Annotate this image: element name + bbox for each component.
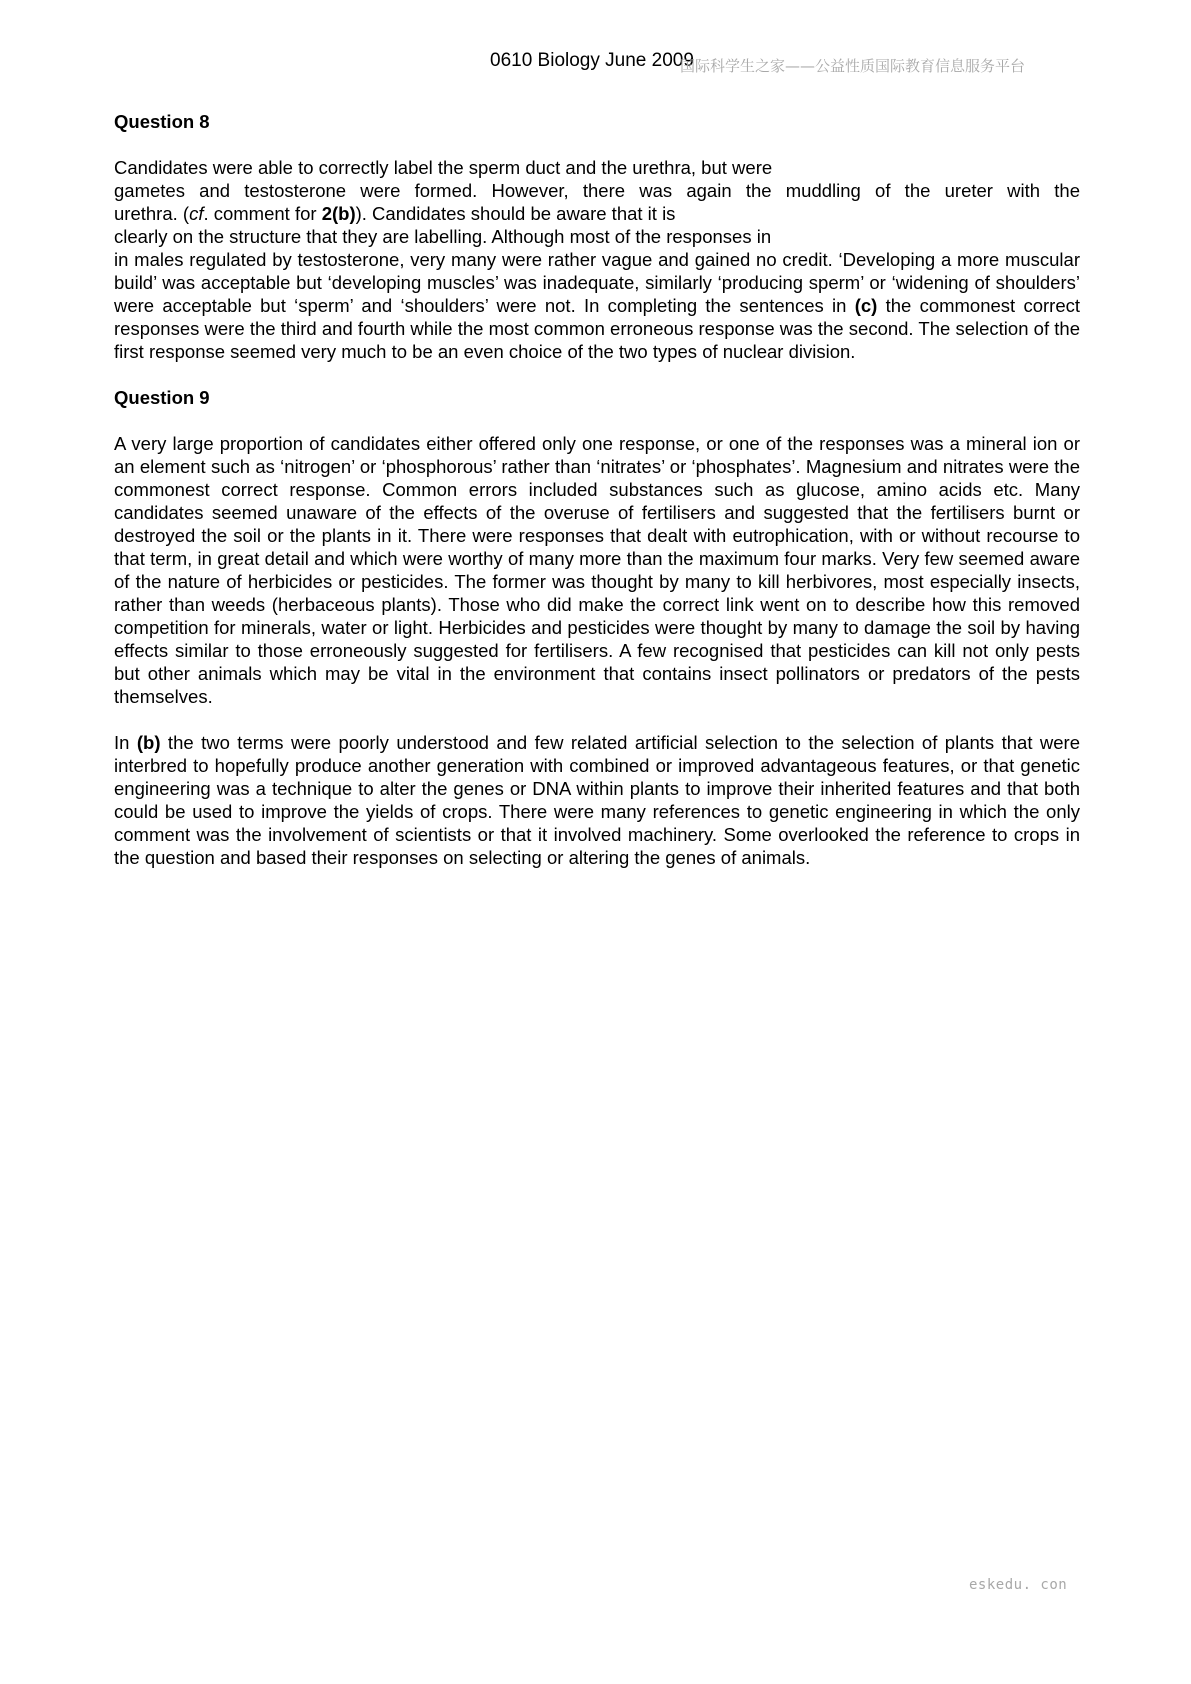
q8-cf-abbrev: cf	[189, 203, 204, 224]
q9-paragraph-2-part-a: In	[114, 732, 137, 753]
q8-line-3-part-b: . comment for	[203, 203, 322, 224]
q8-cross-reference: 2(b)	[321, 203, 356, 224]
q8-line-2: gametes and testosterone were formed. However, there was again the muddling of the ureter with the	[114, 180, 1080, 201]
q8-paragraph-2-part-b: the commonest correct responses were the third and fourth while the most common erroneous response was the second. The selection of the first response seemed very much to be an even choice of the two types of nuclear division.	[114, 295, 1081, 362]
q8-line-3	[114, 202, 1080, 225]
document-body	[114, 110, 1080, 892]
question-9-heading: Question 9	[114, 387, 210, 408]
q8-paragraph-2	[114, 248, 1080, 363]
q8-line-3-part-a: urethra. (	[114, 203, 190, 224]
q8-paragraph-2-part-a: in males regulated by testosterone, very many were rather vague and gained no credit. ‘Developing a more muscular build’ was acceptable but ‘developing muscles’ was inadequate, similarly ‘producing sperm’ or ‘widening of shoulders’ were acceptable but ‘sperm’ and ‘shoulders’ were not. In completing the sentences in	[114, 249, 1080, 316]
q8-line-4: clearly on the structure that they are labelling. Although most of the responses in	[114, 226, 772, 247]
q9-part-b-label: (b)	[136, 732, 161, 753]
q8-line-3-part-c: ). Candidates should be aware that it is	[355, 203, 676, 224]
q9-paragraph-2-part-b: the two terms were poorly understood and few related artificial selection to the selection of plants that were interbred to hopefully produce another generation with combined or improved advantageous features, or that genetic engineering was a technique to alter the genes or DNA within plants to improve their inherited features and that both could be used to improve the yields of crops. There were many references to genetic engineering in which the only comment was the involvement of scientists or that it involved machinery. Some overlooked the reference to crops in the question and based their responses on selecting or altering the genes of animals.	[114, 732, 1080, 868]
q9-paragraph-2	[114, 731, 1080, 869]
header-watermark: 国际科学生之家——公益性质国际教育信息服务平台	[680, 57, 1026, 75]
page-header-title: 0610 Biology June 2009	[490, 50, 694, 71]
q9-paragraph-1: A very large proportion of candidates either offered only one response, or one of the responses was a mineral ion or an element such as ‘nitrogen’ or ‘phosphorous’ rather than ‘nitrates’ or ‘phosphates’. Magnesium and nitrates were the commonest correct response. Common errors included substances such as glucose, amino acids etc. Many candidates seemed unaware of the effects of the overuse of fertilisers and suggested that the fertilisers burnt or destroyed the soil or the plants in it. There were responses that dealt with eutrophication, with or without recourse to that term, in great detail and which were worthy of many more than the maximum four marks. Very few seemed aware of the nature of herbicides or pesticides. The former was thought by many to kill herbivores, most especially insects, rather than weeds (herbaceous plants). Those who did make the correct link went on to describe how this removed competition for minerals, water or light. Herbicides and pesticides were thought by many to damage the soil by having effects similar to those erroneously suggested for fertilisers. A few recognised that pesticides can kill not only pests but other animals which may be vital in the environment that contains insect pollinators or predators of the pests themselves.	[114, 433, 1080, 707]
question-8-heading: Question 8	[114, 111, 210, 132]
question-8-text	[114, 156, 1080, 363]
q8-part-c-label: (c)	[854, 295, 878, 316]
q8-line-1: Candidates were able to correctly label the sperm duct and the urethra, but were	[114, 157, 773, 178]
footer-watermark: eskedu. con	[969, 1577, 1068, 1593]
